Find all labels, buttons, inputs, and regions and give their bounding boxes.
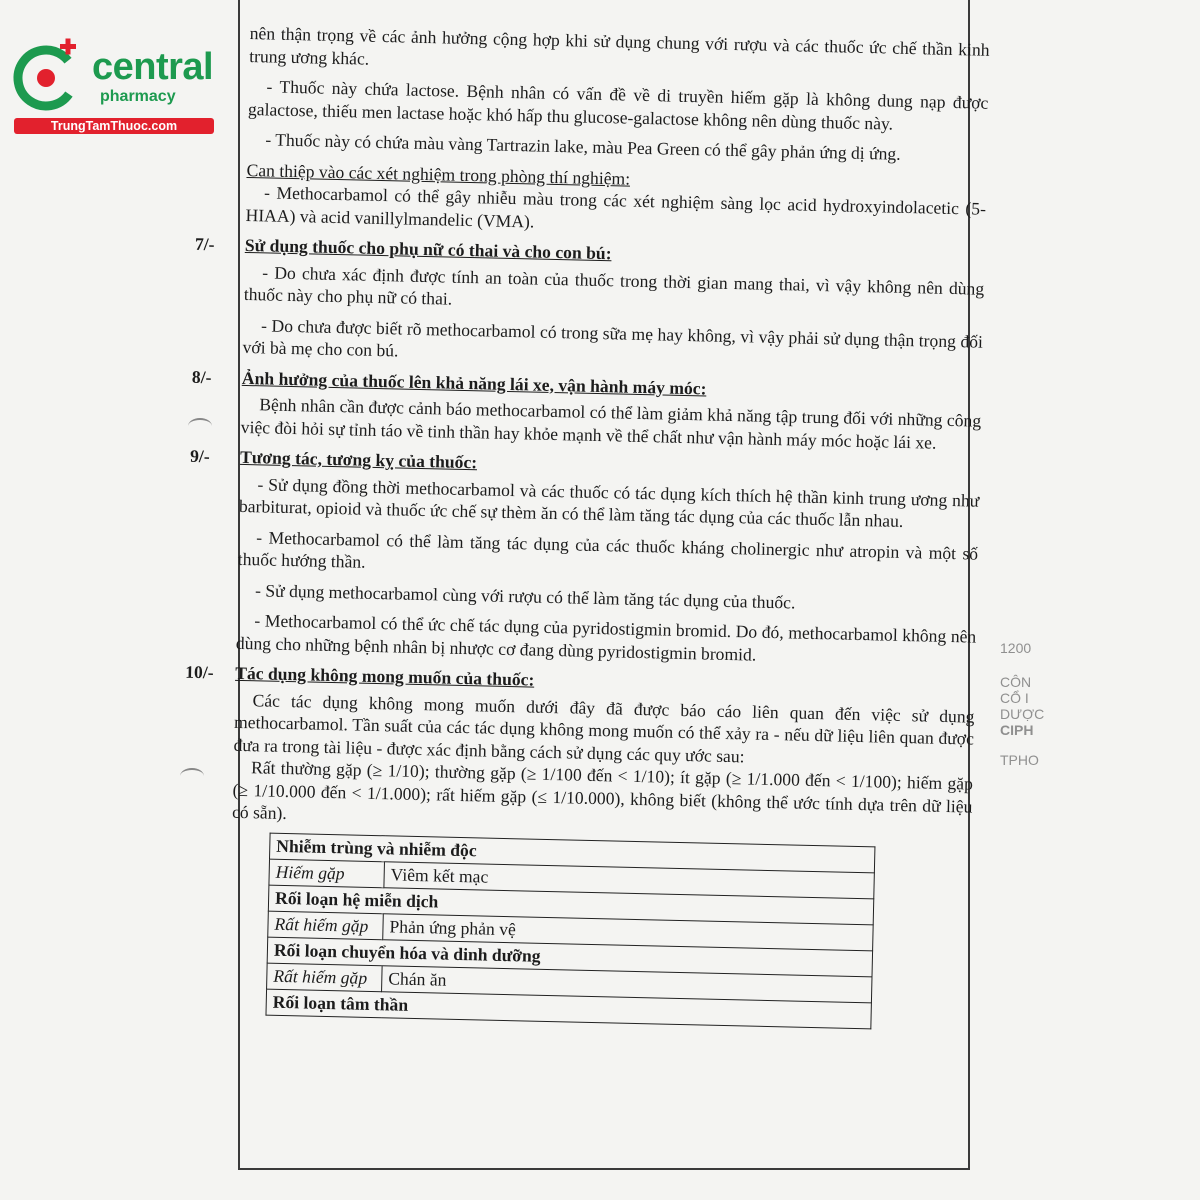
effect-cell: Viêm kết mạc [384, 861, 874, 898]
paragraph: - Thuốc này chứa lactose. Bệnh nhân có vấn đề về di truyền hiếm gặp là không dung nạp được galactose, thiếu men lactase hoặc khó hấp thu glucose-galactose không nên dùng thuốc này. [247, 76, 989, 134]
section-number: 9/- [189, 445, 210, 467]
punch-hole [188, 418, 212, 434]
logo-mark-icon [10, 38, 92, 116]
frequency-definitions: Rất thường gặp (≥ 1/10); thường gặp (≥ 1/100 đến < 1/10); ít gặp (≥ 1/1.000 đến < 1/100); hiếm gặp (≥ 1/10.000 đến < 1/1.000); rất hiếm gặp (≤ 1/10.000), không biết (không thể ước tính dựa trên dữ liệu có sẵn). [231, 757, 974, 824]
section-title: Tác dụng không mong muốn của thuốc: [235, 662, 535, 690]
stamp-line: TPHO [1000, 752, 1039, 768]
stamp-line: 1200 [1000, 640, 1032, 656]
logo-brand-text: central [92, 46, 214, 88]
paragraph: - Do chưa được biết rõ methocarbamol có trong sữa mẹ hay không, vì vậy phải sử dụng thận trọng đối với bà mẹ cho con bú. [242, 314, 984, 361]
paragraph: - Methocarbamol có thể ức chế tác dụng của pyridostigmin bromid. Do đó, methocarbamol không nên dùng cho những bệnh nhân bị nhược cơ đang dùng pyridostigmin bromid. [235, 610, 977, 665]
adverse-effects-table [265, 832, 875, 1029]
section-number: 7/- [194, 233, 215, 255]
lab-heading: Can thiệp vào các xét nghiệm trong phòng thí nghiệm: [246, 159, 631, 189]
stamp-line: CÔN [1000, 674, 1032, 690]
paragraph: - Methocarbamol có thể gây nhiễu màu trong các xét nghiệm sàng lọc acid hydroxyindolacetic (5-HIAA) và acid vanillylmandelic (VMA). [245, 182, 987, 231]
company-stamp [1000, 640, 1045, 800]
stamp-line: CIPH [1000, 722, 1034, 738]
category-cell: Rối loạn hệ miễn dịch [268, 885, 873, 925]
document-body [185, 22, 990, 1031]
punch-hole [180, 768, 204, 784]
paragraph: - Sử dụng đồng thời methocarbamol và các thuốc có tác dụng kích thích hệ thần kinh trung ương như barbiturat, opioid và thuốc ức chế sự thèm ăn có thể làm tăng tác dụng của các thuốc lẫn nhau. [238, 473, 980, 531]
section-title: Sử dụng thuốc cho phụ nữ có thai và cho con bú: [244, 234, 612, 264]
frequency-cell: Rất hiếm gặp [267, 963, 383, 992]
stamp-line: CỔ I [1000, 690, 1029, 706]
stamp-line: DƯỢC [1000, 706, 1045, 722]
paragraph: - Methocarbamol có thể làm tăng tác dụng của các thuốc kháng cholinergic như atropin và một số thuốc hướng thần. [237, 526, 979, 572]
category-cell: Nhiễm trùng và nhiễm độc [270, 833, 875, 873]
logo-website: TrungTamThuoc.com [14, 118, 214, 134]
effect-cell: Chán ăn [382, 965, 872, 1002]
section-title: Ảnh hưởng của thuốc lên khả năng lái xe, vận hành máy móc: [241, 367, 707, 398]
section-number: 8/- [191, 366, 212, 387]
effect-cell: Phản ứng phản vệ [383, 913, 873, 950]
paragraph: - Thuốc này có chứa màu vàng Tartrazin lake, màu Pea Green có thể gây phản ứng dị ứng. [265, 129, 901, 164]
frequency-cell: Rất hiếm gặp [268, 911, 384, 940]
category-cell: Rối loạn chuyển hóa và dinh dưỡng [267, 937, 872, 977]
logo-tagline: pharmacy [100, 88, 176, 105]
paragraph: - Sử dụng methocarbamol cùng với rượu có thể làm tăng tác dụng của thuốc. [254, 579, 796, 613]
category-cell: Rối loạn tâm thần [266, 989, 871, 1029]
paragraph: - Do chưa xác định được tính an toàn của thuốc trong thời gian mang thai, vì vậy không nên dùng thuốc này cho phụ nữ có thai. [243, 261, 985, 309]
frequency-cell: Hiếm gặp [269, 859, 385, 888]
section-number: 10/- [185, 661, 214, 683]
paragraph: Bệnh nhân cần được cảnh báo methocarbamol có thể làm giảm khả năng tập trung đối với những công việc đòi hỏi sự tỉnh táo về tinh thần hay khỏe mạnh về thể chất như vận hành máy móc hoặc lái xe. [240, 394, 982, 453]
paragraph: Các tác dụng không mong muốn dưới đây đã được báo cáo liên quan đến việc sử dụng methocarbamol. Tần suất của các tác dụng không mong muốn có thể xảy ra - nếu dữ liệu liên quan được đưa ra trong tài liệu - được xác định bằng cách sử dụng các quy ước sau: [233, 689, 975, 766]
paragraph: nên thận trọng về các ảnh hưởng cộng hợp khi sử dụng chung với rượu và các thuốc ức chế thần kinh trung ương khác. [249, 22, 990, 69]
central-pharmacy-logo [10, 38, 215, 138]
section-title: Tương tác, tương kỵ của thuốc: [239, 446, 478, 473]
